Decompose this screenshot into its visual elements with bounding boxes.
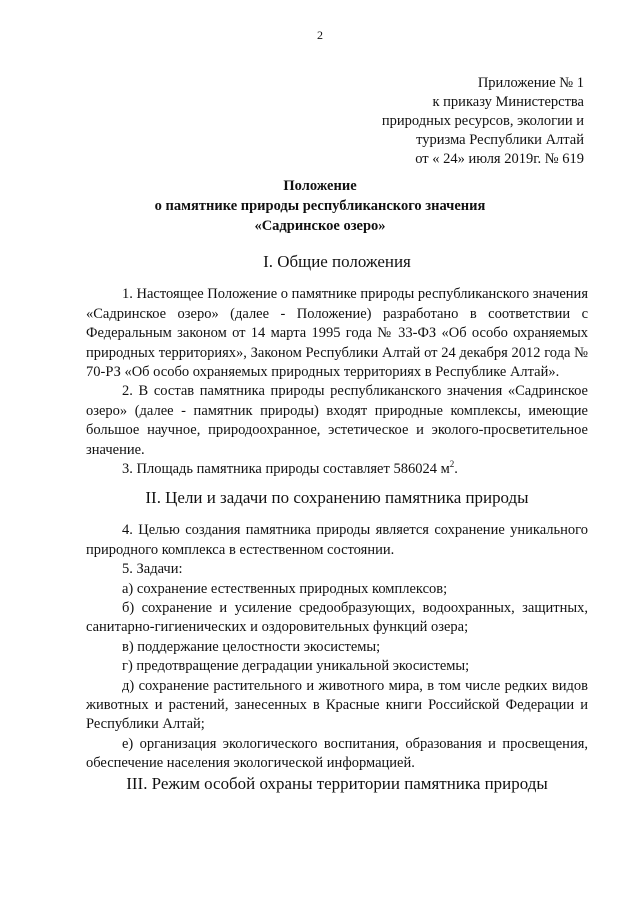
area-unit-superscript: 2 bbox=[449, 459, 455, 470]
task-item: е) организация экологического воспитания, образования и просвещения, обеспечение населения экологической информацией. bbox=[86, 735, 588, 772]
section-general bbox=[86, 252, 588, 479]
document-title bbox=[0, 176, 640, 236]
section-goals bbox=[86, 488, 588, 774]
annex-line: от « 24» июля 2019г. № 619 bbox=[415, 151, 584, 167]
title-line: о памятнике природы республиканского значения bbox=[154, 198, 486, 214]
page-number: 2 bbox=[317, 28, 323, 42]
section-regime bbox=[86, 774, 588, 793]
annex-line: к приказу Министерства bbox=[432, 94, 584, 110]
task-item: д) сохранение растительного и животного мира, в том числе редких видов животных и растений, занесенных в Красные книги Российской Федерации и Республики Алтай; bbox=[86, 677, 588, 733]
annex-line: туризма Республики Алтай bbox=[416, 132, 584, 148]
title-line: «Садринское озеро» bbox=[254, 218, 386, 234]
paragraph-3-end: . bbox=[454, 461, 458, 478]
paragraph-1: 1. Настоящее Положение о памятнике природы республиканского значения «Садринское озеро» (далее - Положение) разработано в соответствии с Федеральным законом от 14 марта 1995 года № 33-ФЗ «Об особо охраняемых природных территориях», Законом Республики Алтай от 24 декабря 2012 года № 70-РЗ «Об особо охраняемых природных территориях в Республике Алтай». bbox=[86, 286, 588, 381]
annex-line: Приложение № 1 bbox=[477, 75, 584, 91]
paragraph-4: 4. Целью создания памятника природы является сохранение уникального природного комплекса в естественном состоянии. bbox=[86, 522, 588, 558]
task-item: г) предотвращение деградации уникальной экосистемы; bbox=[122, 658, 470, 675]
task-item: а) сохранение естественных природных комплексов; bbox=[122, 580, 448, 597]
annex-line: природных ресурсов, экологии и bbox=[381, 113, 584, 129]
paragraph-5: 5. Задачи: bbox=[122, 561, 183, 578]
section-heading: I. Общие положения bbox=[263, 252, 411, 271]
task-item: в) поддержание целостности экосистемы; bbox=[122, 638, 381, 655]
annex-block bbox=[382, 74, 584, 169]
task-item: б) сохранение и усиление средообразующих, водоохранных, защитных, санитарно-гигиенических и оздоровительных функций озера; bbox=[86, 600, 588, 636]
section-heading: II. Цели и задачи по сохранению памятника природы bbox=[145, 488, 529, 507]
paragraph-3-text: 3. Площадь памятника природы составляет 586024 м bbox=[122, 461, 450, 478]
title-line: Положение bbox=[283, 178, 357, 194]
section-heading: III. Режим особой охраны территории памятника природы bbox=[126, 774, 548, 793]
paragraph-3 bbox=[86, 460, 588, 479]
paragraph-2: 2. В состав памятника природы республиканского значения «Садринское озеро» (далее - памятник природы) входят природные комплексы, имеющие большое научное, природоохранное, эстетическое и эколого-просветительное значение. bbox=[86, 383, 588, 458]
